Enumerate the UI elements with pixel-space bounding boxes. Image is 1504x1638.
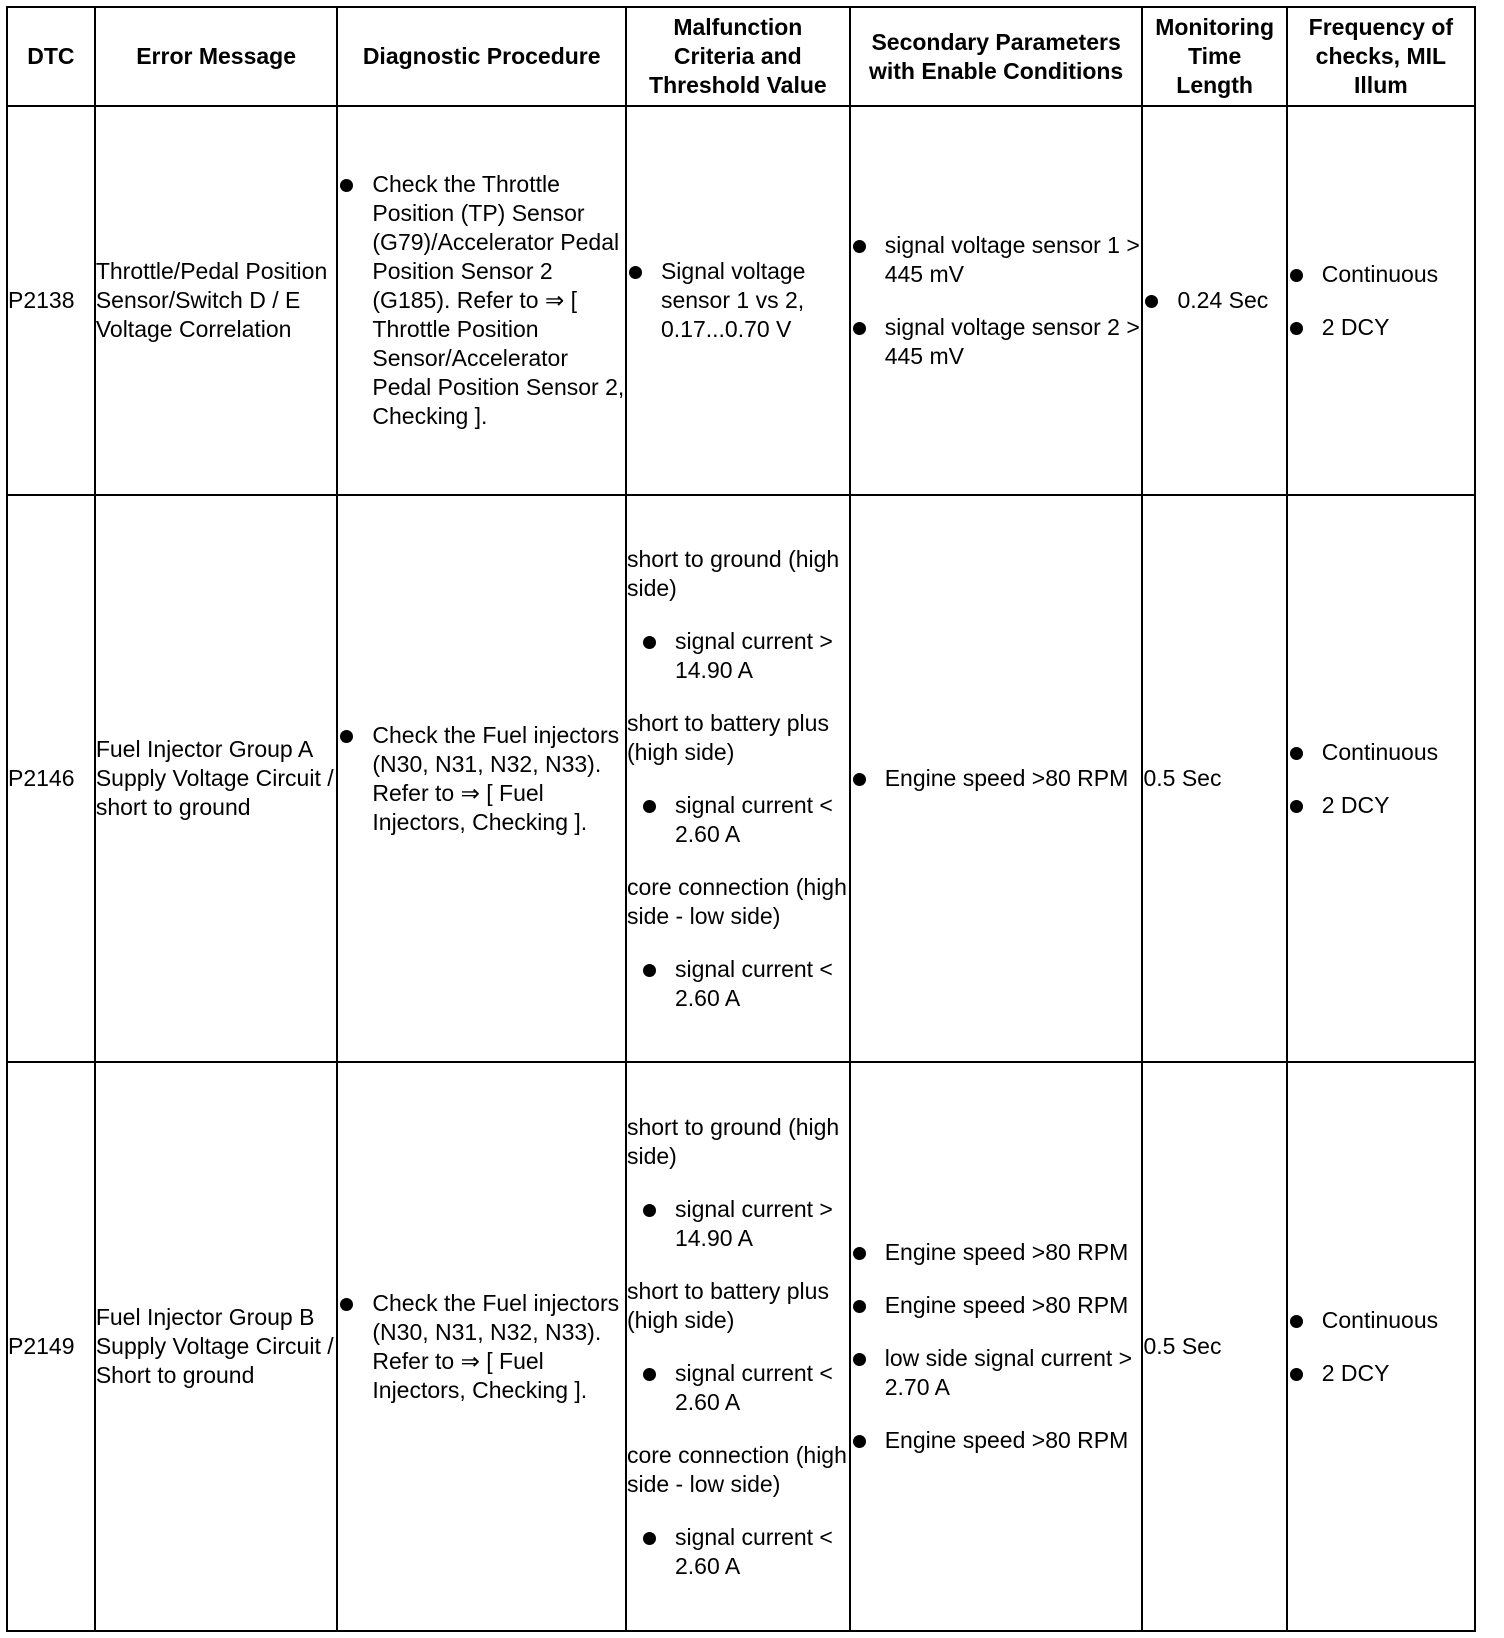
frequency bbox=[1287, 495, 1475, 1062]
dtc-code: P2138 bbox=[7, 106, 95, 495]
header-secondary-parameters: Secondary Parameters with Enable Conditions bbox=[850, 7, 1143, 106]
secondary-item: signal voltage sensor 1 > 445 mV bbox=[851, 231, 1142, 289]
error-message: Throttle/Pedal Position Sensor/Switch D / E Voltage Correlation bbox=[95, 106, 338, 495]
dtc-code: P2146 bbox=[7, 495, 95, 1062]
header-diagnostic-procedure: Diagnostic Procedure bbox=[337, 7, 626, 106]
secondary-item: Engine speed >80 RPM bbox=[851, 764, 1142, 793]
frequency-item: Continuous bbox=[1288, 1306, 1474, 1335]
criteria-group-label: core connection (high side - low side) bbox=[626, 1441, 847, 1497]
monitoring-time: 0.5 Sec bbox=[1142, 495, 1286, 1062]
procedure-item: Check the Fuel injectors (N30, N31, N32, N33). Refer to ⇒ [ Fuel Injectors, Checking ]. bbox=[338, 1289, 625, 1405]
table-header-row bbox=[7, 7, 1475, 106]
header-error-message: Error Message bbox=[95, 7, 338, 106]
criteria-group bbox=[627, 545, 849, 685]
criteria-group bbox=[627, 1113, 849, 1253]
secondary-parameters bbox=[850, 495, 1143, 1062]
frequency-item: 2 DCY bbox=[1288, 791, 1474, 820]
criteria-group-label: short to ground (high side) bbox=[626, 545, 840, 601]
secondary-item: low side signal current > 2.70 A bbox=[851, 1344, 1142, 1402]
monitoring-time bbox=[1142, 106, 1286, 495]
criteria-group bbox=[627, 1277, 849, 1417]
monitoring-time: 0.5 Sec bbox=[1142, 1062, 1286, 1631]
diagnostic-procedure bbox=[337, 495, 626, 1062]
malfunction-criteria bbox=[626, 495, 850, 1062]
frequency-item: Continuous bbox=[1288, 260, 1474, 289]
diagnostic-procedure bbox=[337, 106, 626, 495]
frequency bbox=[1287, 1062, 1475, 1631]
criteria-item: signal current < 2.60 A bbox=[641, 1359, 849, 1417]
criteria-group bbox=[627, 873, 849, 1013]
frequency-item: Continuous bbox=[1288, 738, 1474, 767]
table-row bbox=[7, 106, 1475, 495]
monitoring-item: 0.24 Sec bbox=[1143, 286, 1285, 315]
criteria-group-label: short to battery plus (high side) bbox=[626, 709, 829, 765]
table-row bbox=[7, 1062, 1475, 1631]
header-malfunction-criteria: Malfunction Criteria and Threshold Value bbox=[626, 7, 850, 106]
frequency-item: 2 DCY bbox=[1288, 313, 1474, 342]
secondary-item: Engine speed >80 RPM bbox=[851, 1426, 1142, 1455]
criteria-item: signal current > 14.90 A bbox=[641, 627, 849, 685]
header-monitoring-time: Monitoring Time Length bbox=[1142, 7, 1286, 106]
procedure-item: Check the Throttle Position (TP) Sensor (G79)/Accelerator Pedal Position Sensor 2 (G185). Refer to ⇒ [ Throttle Position Sensor/Accelerator Pedal Position Sensor 2, Checking ]. bbox=[338, 170, 625, 431]
procedure-item: Check the Fuel injectors (N30, N31, N32, N33). Refer to ⇒ [ Fuel Injectors, Checking ]. bbox=[338, 721, 625, 837]
secondary-item: Engine speed >80 RPM bbox=[851, 1291, 1142, 1320]
secondary-parameters bbox=[850, 1062, 1143, 1631]
header-frequency: Frequency of checks, MIL Illum bbox=[1287, 7, 1475, 106]
criteria-item: signal current < 2.60 A bbox=[641, 1523, 849, 1581]
error-message: Fuel Injector Group A Supply Voltage Circuit / short to ground bbox=[95, 495, 338, 1062]
criteria-group-label: short to battery plus (high side) bbox=[626, 1277, 829, 1333]
malfunction-criteria bbox=[626, 106, 850, 495]
secondary-item: Engine speed >80 RPM bbox=[851, 1238, 1142, 1267]
criteria-group bbox=[627, 1441, 849, 1581]
malfunction-criteria bbox=[626, 1062, 850, 1631]
error-message: Fuel Injector Group B Supply Voltage Circuit / Short to ground bbox=[95, 1062, 338, 1631]
criteria-group bbox=[627, 709, 849, 849]
secondary-item: signal voltage sensor 2 > 445 mV bbox=[851, 313, 1142, 371]
criteria-group-label: short to ground (high side) bbox=[626, 1113, 840, 1169]
dtc-code: P2149 bbox=[7, 1062, 95, 1631]
dtc-document bbox=[6, 6, 1476, 1632]
table-row bbox=[7, 495, 1475, 1062]
diagnostic-procedure bbox=[337, 1062, 626, 1631]
secondary-parameters bbox=[850, 106, 1143, 495]
criteria-item: Signal voltage sensor 1 vs 2, 0.17...0.70 V bbox=[627, 257, 849, 344]
frequency bbox=[1287, 106, 1475, 495]
criteria-group-label: core connection (high side - low side) bbox=[626, 873, 847, 929]
header-dtc: DTC bbox=[7, 7, 95, 106]
criteria-item: signal current > 14.90 A bbox=[641, 1195, 849, 1253]
dtc-table bbox=[6, 6, 1476, 1632]
criteria-item: signal current < 2.60 A bbox=[641, 955, 849, 1013]
criteria-item: signal current < 2.60 A bbox=[641, 791, 849, 849]
frequency-item: 2 DCY bbox=[1288, 1359, 1474, 1388]
